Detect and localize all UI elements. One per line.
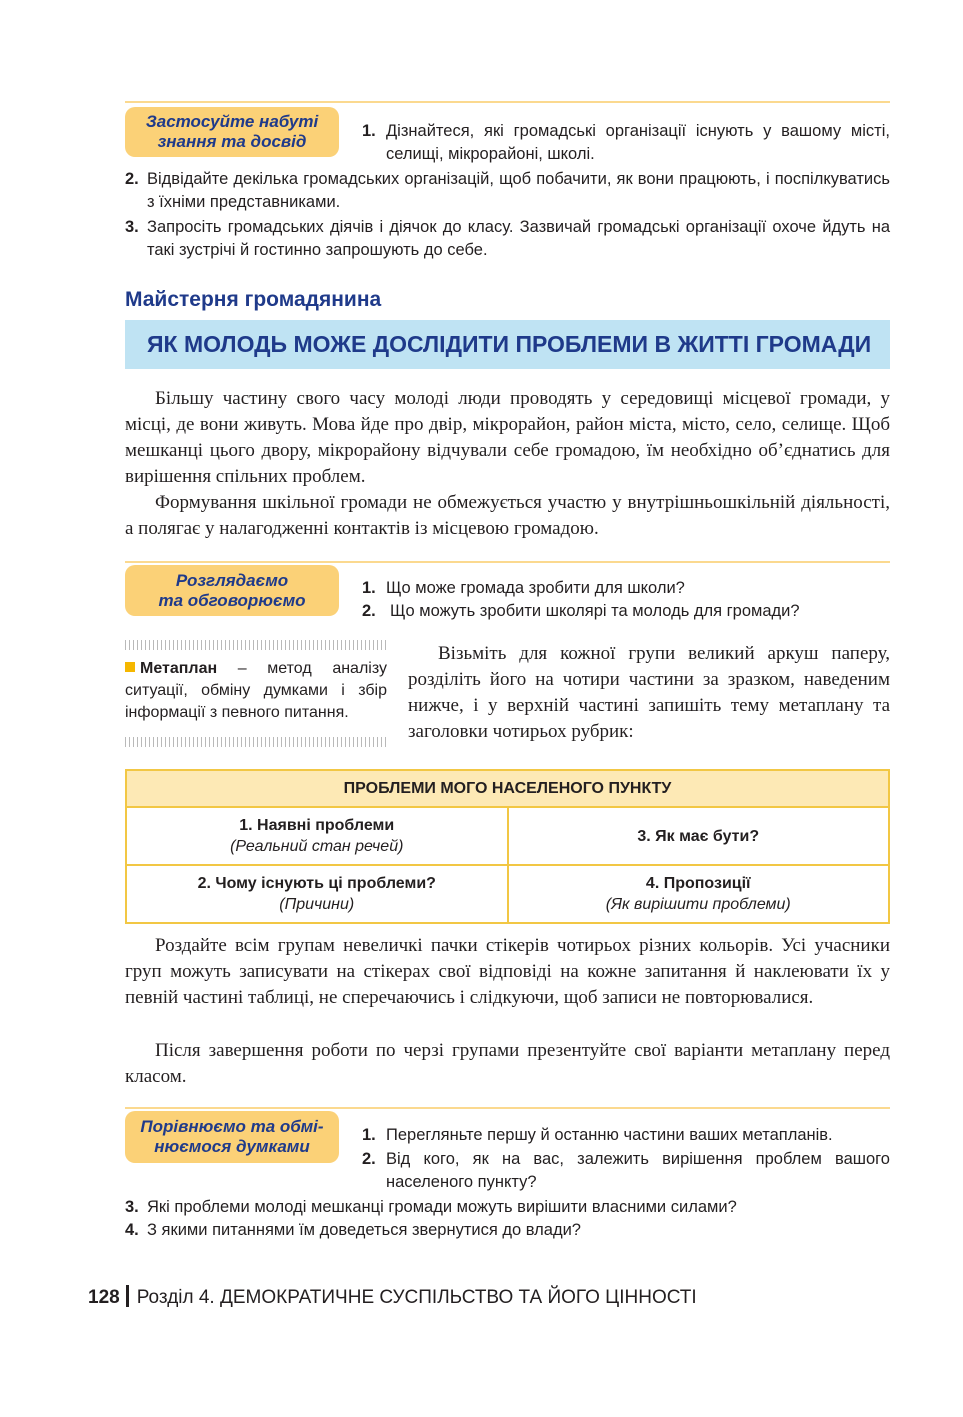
margin-note bbox=[125, 658, 387, 724]
apply-badge: Застосуйте набуті знання та досвід bbox=[125, 107, 339, 157]
instruction-paragraph: Візьміть для кожної групи великий аркуш паперу, розділіть його на чотири частини за зразком, наведеним нижче, і у верхній частині запишіть тему метаплану та заголовки чотирьох рубрик: bbox=[408, 643, 890, 742]
list-item: 1. Перегляньте першу й останню частини ваших метапланів. bbox=[362, 1126, 833, 1144]
table-header: ПРОБЛЕМИ МОГО НАСЕЛЕНОГО ПУНКТУ bbox=[126, 770, 889, 807]
list-item: 3. Які проблеми молоді мешканці громади можуть вирішити власними силами? bbox=[125, 1198, 737, 1216]
section-rule bbox=[125, 561, 890, 563]
list-item: 3. Запросіть громадських діячів і діячок до класу. Зазвичай громадські організації охоче йдуть на такі зустрічі й гостинно запрошують до себе. bbox=[125, 218, 890, 259]
intro-paragraph: Формування шкільної громади не обмежується участю у внутрішньошкільній діяльності, а полягає у налагодженні контактів із місцевою громадою. bbox=[125, 492, 890, 539]
table-cell: 1. Наявні проблеми (Реальний стан речей) bbox=[126, 807, 508, 865]
page-number: 128 bbox=[88, 1287, 120, 1308]
body-paragraph: Після завершення роботи по черзі групами презентуйте свої варіанти метаплану перед класом. bbox=[125, 1040, 890, 1087]
footer-divider bbox=[126, 1285, 129, 1307]
section-subtitle: Майстерня громадянина bbox=[125, 288, 382, 311]
list-item: 1. Що може громада зробити для школи? bbox=[362, 579, 685, 597]
note-term: Метаплан bbox=[140, 660, 218, 677]
margin-divider bbox=[125, 640, 387, 650]
bullet-square-icon bbox=[125, 662, 135, 672]
table-cell: 4. Пропозиції (Як вирішити проблеми) bbox=[508, 865, 890, 923]
body-paragraph: Роздайте всім групам невеличкі пачки стікерів чотирьох різних кольорів. Усі учасники груп можуть записувати на стікерах свої відповіді на кожне запитання й наклеювати їх у певній частині таблиці, не сперечаючись і слідкуючи, щоб записи не повторювалися. bbox=[125, 935, 890, 1008]
table-cell: 3. Як має бути? bbox=[508, 807, 890, 865]
margin-divider bbox=[125, 737, 387, 747]
table-cell: 2. Чому існують ці проблеми? (Причини) bbox=[126, 865, 508, 923]
section-rule bbox=[125, 101, 890, 103]
list-item: 2. Відвідайте декілька громадських організацій, щоб побачити, як вони працюють, і поспілкуватись з їхніми представниками. bbox=[125, 170, 890, 211]
discuss-badge: Розглядаємо та обговорюємо bbox=[125, 565, 339, 616]
metaplan-table bbox=[125, 769, 890, 924]
list-item: 4. З якими питаннями їм доведеться звернутися до влади? bbox=[125, 1221, 581, 1239]
chapter-title: Розділ 4. ДЕМОКРАТИЧНЕ СУСПІЛЬСТВО ТА ЙОГО ЦІННОСТІ bbox=[136, 1287, 697, 1308]
section-rule bbox=[125, 1107, 890, 1109]
page-footer bbox=[88, 1285, 697, 1311]
compare-badge: Порівнюємо та обмі- нюємося думками bbox=[125, 1111, 339, 1163]
intro-paragraph: Більшу частину свого часу молоді люди проводять у середовищі місцевої громади, у місці, де вони живуть. Мова йде про двір, мікрорайон, район міста, місто, село, селище. Щоб мешканці цього двору, мікрорайону відчували себе громадою, їм необхідно об’єднатись для вирішення спільних проблем. bbox=[125, 388, 890, 487]
list-item: 1. Дізнайтеся, які громадські організації існують у вашому місті, селищі, мікрорайоні, школі. bbox=[362, 122, 890, 163]
list-item: 2. Від кого, як на вас, залежить вирішення проблем вашого населеного пункту? bbox=[362, 1150, 890, 1191]
section-title: ЯК МОЛОДЬ МОЖЕ ДОСЛІДИТИ ПРОБЛЕМИ В ЖИТТІ ГРОМАДИ bbox=[125, 320, 890, 369]
note-definition: – метод аналізу ситуації, обміну думками і збір інформації з певного питання. bbox=[125, 660, 387, 721]
list-item: 2. Що можуть зробити школярі та молодь для громади? bbox=[362, 602, 800, 620]
